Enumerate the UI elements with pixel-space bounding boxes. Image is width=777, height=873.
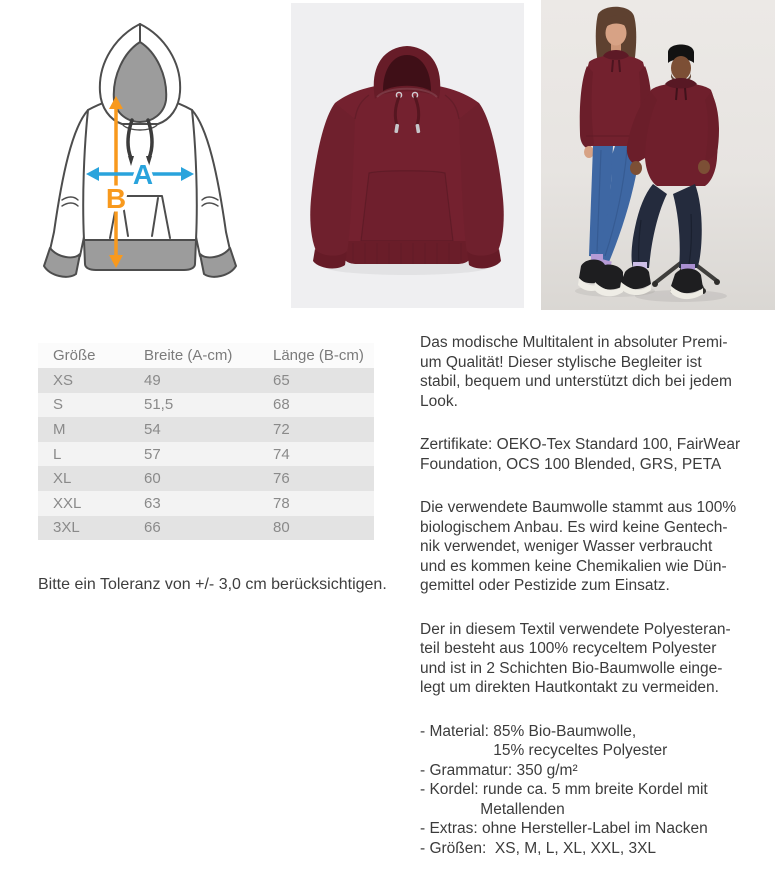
tolerance-note: Bitte ein Toleranz von +/- 3,0 cm berücksichtigen. — [38, 576, 387, 593]
burgundy-hoodie-front — [291, 3, 524, 308]
product-description — [420, 333, 777, 858]
width-cell: 60 — [144, 470, 161, 488]
width-cell: 49 — [144, 371, 161, 389]
length-cell: 80 — [273, 519, 290, 537]
size-cell: 3XL — [53, 519, 80, 537]
description-line: biologischem Anbau. Es wird keine Gentech- — [420, 518, 728, 536]
size-cell: L — [53, 445, 62, 463]
length-label: B — [105, 183, 127, 214]
length-cell: 65 — [273, 371, 290, 389]
description-line: legt um direkten Hautkontakt zu vermeiden. — [420, 679, 719, 696]
description-line: Zertifikate: OEKO-Tex Standard 100, FairWear — [420, 436, 741, 453]
width-cell: 57 — [144, 445, 161, 463]
description-paragraph — [420, 620, 777, 698]
description-paragraph — [420, 498, 777, 596]
column-header-size: Größe — [53, 347, 96, 364]
size-table-row — [38, 466, 374, 491]
column-header-length: Länge (B-cm) — [273, 347, 364, 364]
product-front-image[interactable] — [291, 3, 524, 308]
description-line: Der in diesem Textil verwendete Polyesteran- — [420, 620, 731, 638]
description-line: Foundation, OCS 100 Blended, GRS, PETA — [420, 455, 722, 473]
description-line: und es kommen keine Chemikalien wie Dün- — [420, 557, 727, 575]
size-table-row — [38, 491, 374, 516]
models-photo-image[interactable] — [541, 0, 775, 310]
length-cell: 72 — [273, 420, 290, 438]
size-table — [38, 343, 374, 540]
size-table-header — [38, 343, 374, 368]
length-cell: 76 — [273, 470, 290, 488]
size-cell: XS — [53, 371, 74, 389]
description-line: teil besteht aus 100% recyceltem Polyester — [420, 640, 717, 657]
width-cell: 63 — [144, 494, 161, 512]
size-cell: M — [53, 420, 66, 438]
hoodie-measurement-diagram — [30, 8, 270, 308]
width-cell: 54 — [144, 420, 161, 438]
hem-band — [84, 240, 196, 270]
length-cell: 68 — [273, 396, 290, 414]
description-line: Metallenden — [420, 800, 565, 818]
description-line: und ist in 2 Schichten Bio-Baumwolle einge- — [420, 659, 723, 677]
column-header-width: Breite (A-cm) — [144, 347, 233, 364]
description-line: - Material: 85% Bio-Baumwolle, — [420, 722, 637, 740]
description-line: - Extras: ohne Hersteller-Label im Nacken — [420, 820, 708, 837]
description-line: - Grammatur: 350 g/m² — [420, 761, 578, 779]
description-line: 15% recyceltes Polyester — [420, 742, 668, 759]
description-paragraph — [420, 722, 777, 859]
description-line: gemittel oder Pestizide zum Einsatz. — [420, 577, 670, 594]
description-line: - Größen: XS, M, L, XL, XXL, 3XL — [420, 839, 657, 857]
description-line: Das modische Multitalent in absoluter Premi- — [420, 334, 728, 351]
description-line: nik verwendet, weniger Wasser verbraucht — [420, 538, 713, 555]
size-diagram-image[interactable] — [30, 8, 270, 308]
width-cell: 51,5 — [144, 396, 174, 414]
size-table-body — [38, 368, 374, 540]
description-line: Die verwendete Baumwolle stammt aus 100% — [420, 499, 737, 516]
size-table-row — [38, 417, 374, 442]
size-table-row — [38, 393, 374, 418]
size-cell: S — [53, 396, 64, 414]
models-wearing-hoodies — [541, 0, 775, 310]
size-cell: XXL — [53, 494, 82, 512]
description-line: - Kordel: runde ca. 5 mm breite Kordel mit — [420, 781, 708, 798]
size-cell: XL — [53, 470, 72, 488]
description-paragraph — [420, 333, 777, 411]
description-paragraph — [420, 435, 777, 474]
size-table-row — [38, 516, 374, 541]
length-cell: 74 — [273, 445, 290, 463]
width-cell: 66 — [144, 519, 161, 537]
size-table-row — [38, 368, 374, 393]
description-line: Look. — [420, 392, 458, 410]
width-label: A — [132, 159, 154, 190]
description-line: stabil, bequem und unterstützt dich bei jedem — [420, 373, 732, 390]
description-line: um Qualität! Dieser stylische Begleiter ist — [420, 353, 702, 371]
size-table-row — [38, 442, 374, 467]
length-cell: 78 — [273, 494, 290, 512]
